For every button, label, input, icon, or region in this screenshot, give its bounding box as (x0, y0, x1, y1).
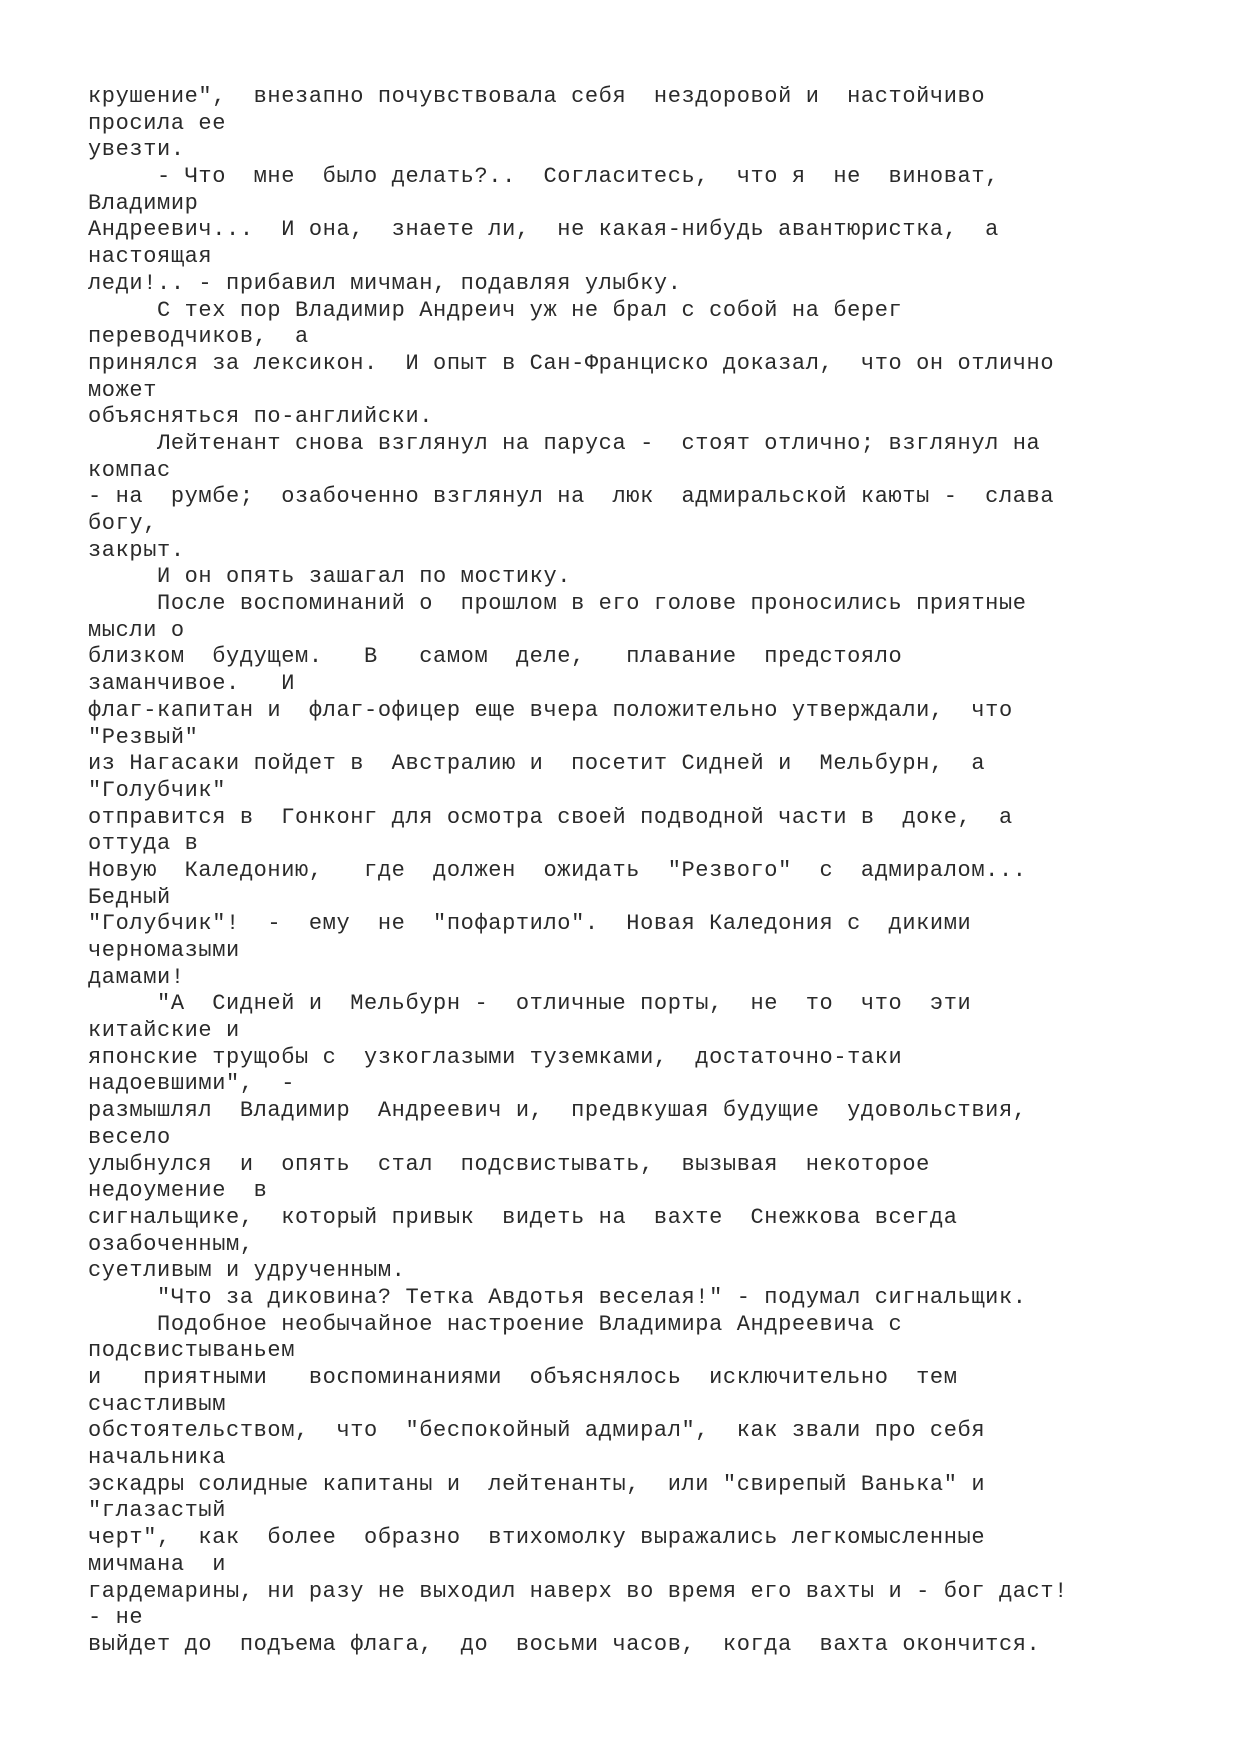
text-line: надоевшими", - (88, 1071, 296, 1097)
text-line: После воспоминаний о прошлом в его голове проносились приятные (88, 591, 1027, 617)
text-line: японские трущобы с узкоглазыми туземками, достаточно-таки (88, 1044, 903, 1070)
text-body (88, 84, 1188, 1659)
text-line: эскадры солидные капитаны и лейтенанты, или "свирепый Ванька" и (88, 1471, 986, 1497)
text-line: компас (88, 457, 171, 483)
text-line: недоумение в (88, 1178, 268, 1204)
text-line: "А Сидней и Мельбурн - отличные порты, не то что эти (88, 991, 972, 1017)
text-line: леди!.. - прибавил мичман, подавляя улыбку. (88, 270, 682, 296)
text-line: суетливым и удрученным. (88, 1258, 406, 1284)
text-line: Бедный (88, 884, 171, 910)
text-line: "Голубчик"! - ему не "пофартило". Новая Каледония с дикими (88, 911, 972, 937)
text-line: "Что за диковина? Тетка Авдотья веселая!" - подумал сигнальщик. (88, 1284, 1027, 1310)
text-line: увезти. (88, 137, 185, 163)
text-line: близком будущем. В самом деле, плавание предстояло (88, 644, 903, 670)
text-line: Андреевич... И она, знаете ли, не какая-нибудь авантюристка, а (88, 217, 999, 243)
text-line: и приятными воспоминаниями объяснялось исключительно тем (88, 1365, 958, 1390)
text-line: настоящая (88, 244, 213, 270)
text-line: "Резвый" (88, 724, 199, 750)
text-line: отправится в Гонконг для осмотра своей подводной части в доке, а (88, 804, 1013, 830)
text-line: выйдет до подъема флага, до восьми часов, когда вахта окончится. (88, 1631, 1041, 1657)
text-line: богу, (88, 511, 158, 536)
text-line: Новую Каледонию, где должен ожидать "Резвого" с адмиралом... (88, 857, 1027, 883)
text-line: флаг-капитан и флаг-офицер еще вчера положительно утверждали, что (88, 697, 1013, 723)
text-line: оттуда в (88, 831, 199, 857)
text-line: принялся за лексикон. И опыт в Сан-Франциско доказал, что он отлично (88, 350, 1055, 376)
text-line: мысли о (88, 617, 185, 643)
text-line: - Что мне было делать?.. Согласитесь, что я не виноват, (88, 164, 999, 190)
text-line: счастливым (88, 1391, 227, 1417)
text-line: "глазастый (88, 1498, 227, 1524)
text-line: заманчивое. И (88, 671, 296, 697)
text-line: размышлял Владимир Андреевич и, предвкушая будущие удовольствия, (88, 1098, 1027, 1124)
text-line: И он опять зашагал по мостику. (88, 564, 572, 590)
text-line: подсвистываньем (88, 1338, 296, 1364)
text-line: объясняться по-английски. (88, 404, 434, 430)
text-line: переводчиков, а (88, 324, 309, 350)
text-line: - на румбе; озабоченно взглянул на люк адмиральской каюты - слава (88, 484, 1055, 510)
text-line: Подобное необычайное настроение Владимира Андреевича с (88, 1311, 903, 1337)
text-line: улыбнулся и опять стал подсвистывать, вызывая некоторое (88, 1151, 930, 1177)
text-line: сигнальщике, который привык видеть на вахте Снежкова всегда (88, 1204, 958, 1230)
text-line: может (88, 377, 158, 403)
text-line: мичмана и (88, 1551, 227, 1577)
text-line: черт", как более образно втихомолку выражались легкомысленные (88, 1525, 986, 1551)
text-line: черномазыми (88, 938, 240, 963)
text-line: начальника (88, 1445, 227, 1471)
text-line: закрыт. (88, 537, 185, 563)
text-line: крушение", внезапно почувствовала себя нездоровой и настойчиво (88, 84, 986, 109)
text-line: Владимир (88, 190, 199, 216)
text-line: из Нагасаки пойдет в Австралию и посетит Сидней и Мельбурн, а (88, 751, 986, 777)
text-line: китайские и (88, 1018, 240, 1044)
text-line: гардемарины, ни разу не выходил наверх во время его вахты и - бог даст! (88, 1578, 1068, 1604)
text-line: обстоятельством, что "беспокойный адмирал", как звали про себя (88, 1418, 986, 1444)
text-line: просила ее (88, 110, 227, 136)
text-line: озабоченным, (88, 1231, 254, 1257)
text-line: весело (88, 1124, 171, 1150)
text-line: "Голубчик" (88, 777, 227, 803)
text-line: Лейтенант снова взглянул на паруса - стоят отлично; взглянул на (88, 430, 1041, 456)
text-line: дамами! (88, 964, 185, 990)
text-line: - не (88, 1605, 144, 1631)
text-line: С тех пор Владимир Андреич уж не брал с собой на берег (88, 297, 903, 323)
